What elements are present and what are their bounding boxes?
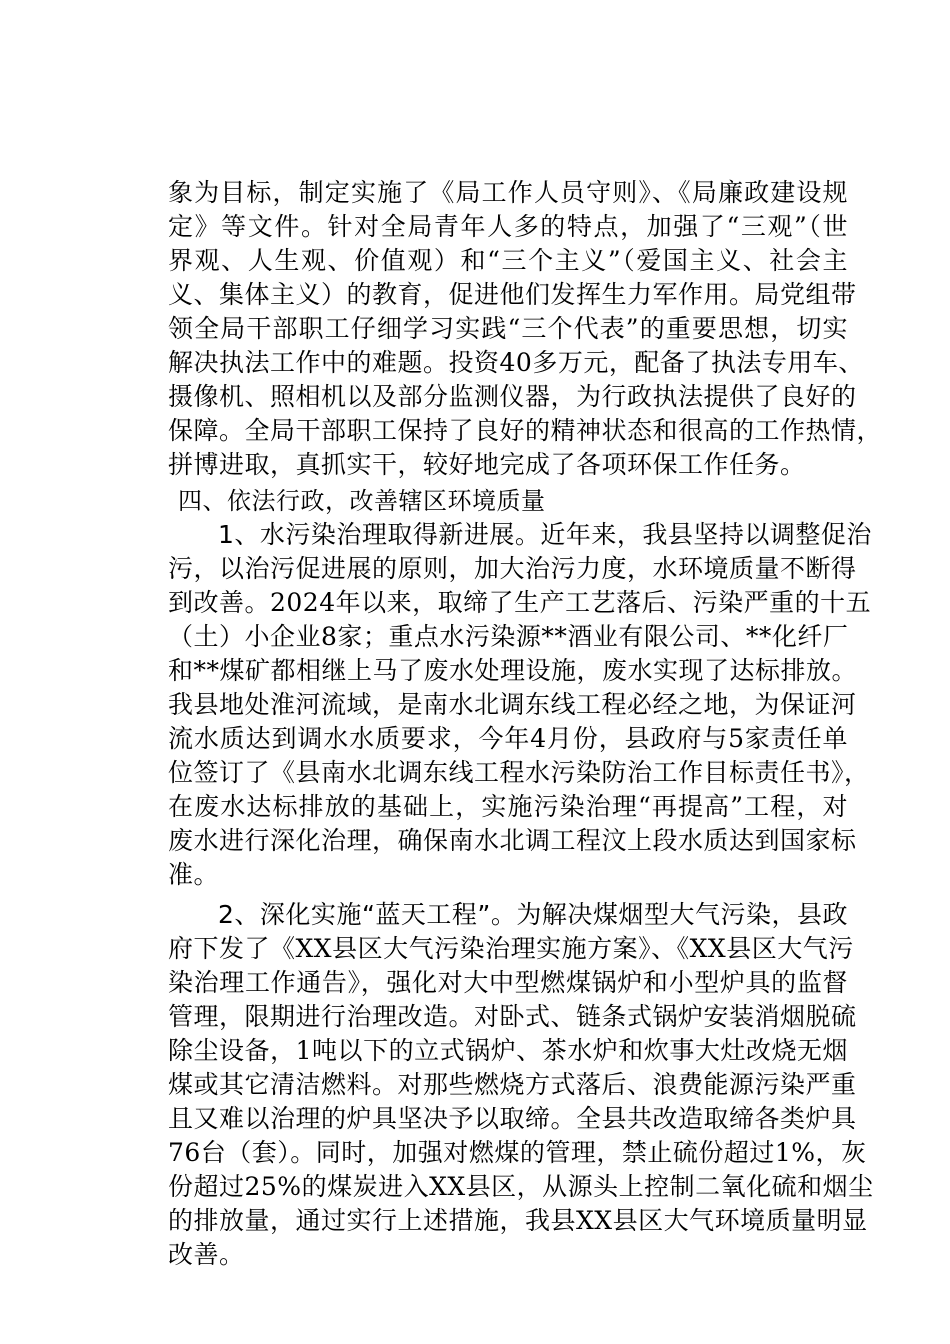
paragraph-line: 76台（套）。同时，加强对燃煤的管理，禁止硫份超过1%，灰: [168, 1138, 867, 1167]
paragraph-line: 拼博进取，真抓实干，较好地完成了各项环保工作任务。: [168, 450, 806, 479]
section-heading-text: 四、依法行政，改善辖区环境质量: [178, 487, 546, 515]
paragraph-line: 煤或其它清洁燃料。对那些燃烧方式落后、浪费能源污染严重: [168, 1070, 857, 1099]
paragraph-line: 到改善。2024年以来，取缔了生产工艺落后、污染严重的十五: [168, 588, 872, 617]
paragraph-line: 流水质达到调水水质要求，今年4月份，县政府与5家责任单: [168, 724, 848, 753]
paragraph-line: 的排放量，通过实行上述措施，我县XX县区大气环境质量明显: [168, 1206, 868, 1235]
section-heading: [178, 484, 858, 518]
paragraph-line: 和**煤矿都相继上马了废水处理设施，废水实现了达标排放。: [168, 656, 858, 685]
paragraph-line: 定》等文件。针对全局青年人多的特点，加强了“三观”（世: [168, 212, 848, 241]
subsection-text: 为解决煤烟型大气污染，县政: [516, 900, 848, 929]
paragraph-line: 除尘设备，1吨以下的立式锅炉、茶水炉和炊事大灶改烧无烟: [168, 1036, 848, 1065]
paragraph-line: （土）小企业8家；重点水污染源**酒业有限公司、**化纤厂: [168, 622, 849, 651]
paragraph-line: 我县地处淮河流域，是南水北调东线工程必经之地，为保证河: [168, 690, 857, 719]
paragraph-line: 位签订了《县南水北调东线工程水污染防治工作目标责任书》，: [168, 758, 870, 787]
paragraph-line: 摄像机、照相机以及部分监测仪器，为行政执法提供了良好的: [168, 382, 857, 411]
paragraph-line: 在废水达标排放的基础上，实施污染治理“再提高”工程，对: [168, 792, 848, 821]
subsection-text: 近年来，我县坚持以调整促治: [540, 520, 872, 549]
paragraph-line: 份超过25%的煤炭进入XX县区，从源头上控制二氧化硫和烟尘: [168, 1172, 874, 1201]
paragraph-line: 领全局干部职工仔细学习实践“三个代表”的重要思想，切实: [168, 314, 848, 343]
paragraph-line: 废水进行深化治理，确保南水北调工程汶上段水质达到国家标: [168, 826, 857, 855]
paragraph-line: 解决执法工作中的难题。投资40多万元，配备了执法专用车、: [168, 348, 864, 377]
paragraph-line: 准。: [168, 860, 220, 889]
paragraph-line: 染治理工作通告》，强化对大中型燃煤锅炉和小型炉具的监督: [168, 968, 848, 997]
paragraph-line: 且又难以治理的炉具坚决予以取缔。全县共改造取缔各类炉具: [168, 1104, 857, 1133]
paragraph-line: 义、集体主义）的教育，促进他们发挥生力军作用。局党组带: [168, 280, 857, 309]
subsection-first-line: [218, 518, 872, 552]
paragraph-line: 改善。: [168, 1240, 245, 1269]
subsection-title: 2、深化实施“蓝天工程”。: [218, 900, 517, 929]
paragraph-line: 污，以治污促进展的原则，加大治污力度，水环境质量不断得: [168, 554, 857, 583]
paragraph-line: 象为目标，制定实施了《局工作人员守则》、《局廉政建设规: [168, 178, 848, 207]
subsection-first-line: [218, 898, 848, 932]
paragraph-line: 府下发了《XX县区大气污染治理实施方案》、《XX县区大气污: [168, 934, 854, 963]
paragraph-line: 管理，限期进行治理改造。对卧式、链条式锅炉安装消烟脱硫: [168, 1002, 857, 1031]
subsection-title: 1、水污染治理取得新进展。: [218, 520, 541, 549]
paragraph-line: 界观、人生观、价值观）和“三个主义”（爱国主义、社会主: [168, 246, 848, 275]
paragraph-line: 保障。全局干部职工保持了良好的精神状态和很高的工作热情，: [168, 416, 883, 445]
